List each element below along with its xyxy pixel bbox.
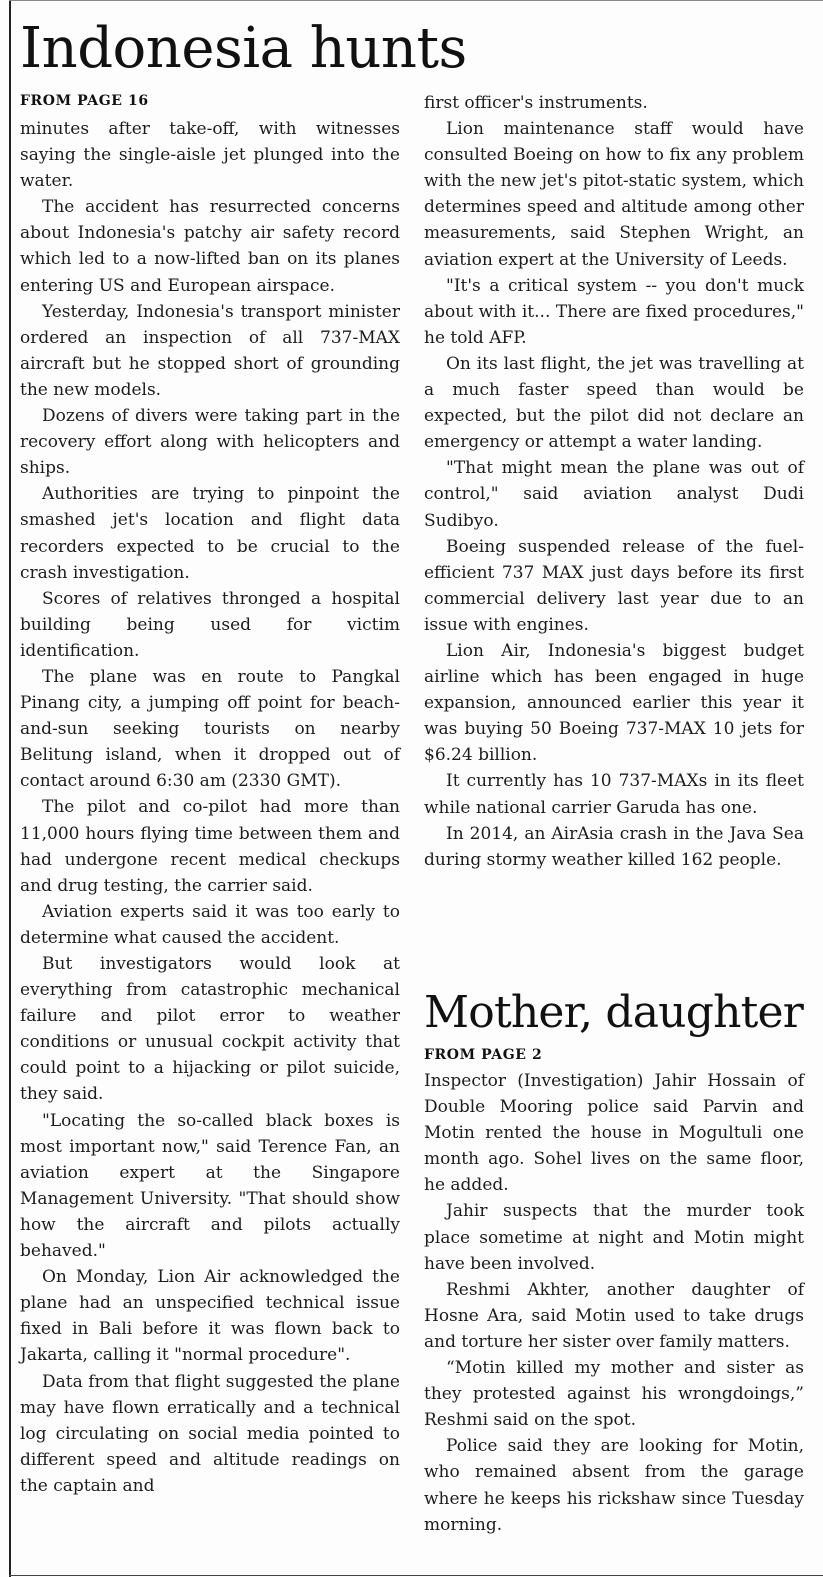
paragraph: "It's a critical system -- you don't muck about with it... There are fixed procedures," he told AFP.	[424, 275, 804, 348]
story1-kicker: FROM PAGE 16	[20, 93, 149, 109]
paragraph: Aviation experts said it was too early to determine what caused the accident.	[20, 901, 400, 948]
paragraph: minutes after take-off, with witnesses saying the single-aisle jet plunged into the water.	[20, 119, 400, 192]
paragraph: Data from that flight suggested the plane may have flown erratically and a technical log circulating on social media pointed to different speed and altitude readings on the captain and	[20, 1371, 400, 1496]
paragraph: "That might mean the plane was out of control," said aviation analyst Dudi Sudibyo.	[424, 458, 804, 531]
story2-headline: Mother, daughter	[424, 987, 803, 1038]
paragraph: Authorities are trying to pinpoint the smashed jet's location and flight data recorders expected to be crucial to the crash investigation.	[20, 484, 400, 583]
paragraph: Jahir suspects that the murder took place sometime at night and Motin might have been involved.	[424, 1201, 804, 1274]
paragraph: On its last flight, the jet was travelling at a much faster speed than would be expected, but the pilot did not declare an emergency or attempt a water landing.	[424, 353, 804, 453]
page-bottom-rule	[9, 1575, 823, 1576]
paragraph: But investigators would look at everything from catastrophic mechanical failure and pilot error to weather conditions or unusual cockpit activity that could point to a hijacking or pilot suicide, they said.	[20, 954, 400, 1105]
paragraph: Inspector (Investigation) Jahir Hossain of Double Mooring police said Parvin and Motin rented the house in Mogultuli one month ago. Sohel lives on the same floor, he added.	[424, 1071, 804, 1196]
paragraph: Lion Air, Indonesia's biggest budget airline which has been engaged in huge expansion, announced earlier this year it was buying 50 Boeing 737-MAX 10 jets for $6.24 billion.	[424, 640, 804, 766]
story1-column-left	[20, 116, 400, 1499]
paragraph: Reshmi Akhter, another daughter of Hosne Ara, said Motin used to take drugs and torture her sister over family matters.	[424, 1279, 804, 1352]
paragraph: Yesterday, Indonesia's transport minister ordered an inspection of all 737-MAX aircraft but he stopped short of grounding the new models.	[20, 301, 400, 400]
paragraph: "Locating the so-called black boxes is most important now," said Terence Fan, an aviation expert at the Singapore Management University. "That should show how the aircraft and pilots actually behaved."	[20, 1110, 400, 1262]
paragraph: Police said they are looking for Motin, who remained absent from the garage where he keeps his rickshaw since Tuesday morning.	[424, 1436, 804, 1535]
paragraph: Scores of relatives thronged a hospital building being used for victim identification.	[20, 588, 400, 661]
paragraph: In 2014, an AirAsia crash in the Java Sea during stormy weather killed 162 people.	[424, 823, 804, 870]
story1-column-right	[424, 90, 804, 873]
paragraph: Dozens of divers were taking part in the recovery effort along with helicopters and ships.	[20, 406, 400, 479]
page-left-rule	[9, 0, 11, 1577]
paragraph: On Monday, Lion Air acknowledged the plane had an unspecified technical issue fixed in Bali before it was flown back to Jakarta, calling it "normal procedure".	[20, 1267, 400, 1366]
paragraph: “Motin killed my mother and sister as they protested against his wrongdoings,” Reshmi said on the spot.	[424, 1358, 804, 1431]
paragraph: The accident has resurrected concerns about Indonesia's patchy air safety record which led to a now-lifted ban on its planes entering US and European airspace.	[20, 197, 400, 296]
paragraph: It currently has 10 737-MAXs in its fleet while national carrier Garuda has one.	[424, 771, 804, 818]
story2-kicker: FROM PAGE 2	[424, 1047, 543, 1063]
page-top-rule	[9, 0, 823, 1]
paragraph: first officer's instruments.	[424, 93, 648, 113]
paragraph: The pilot and co-pilot had more than 11,000 hours flying time between them and had undergone recent medical checkups and drug testing, the carrier said.	[20, 797, 400, 896]
paragraph: Lion maintenance staff would have consulted Boeing on how to fix any problem with the new jet's pitot-static system, which determines speed and altitude among other measurements, said Stephen Wright, an aviation expert at the University of Leeds.	[424, 119, 804, 270]
paragraph: Boeing suspended release of the fuel-efficient 737 MAX just days before its first commercial delivery last year due to an issue with engines.	[424, 536, 804, 635]
story1-headline: Indonesia hunts	[20, 16, 467, 81]
story2-column	[424, 1068, 804, 1538]
paragraph: The plane was en route to Pangkal Pinang city, a jumping off point for beach-and-sun seeking tourists on nearby Belitung island, when it dropped out of contact around 6:30 am (2330 GMT).	[20, 666, 400, 792]
